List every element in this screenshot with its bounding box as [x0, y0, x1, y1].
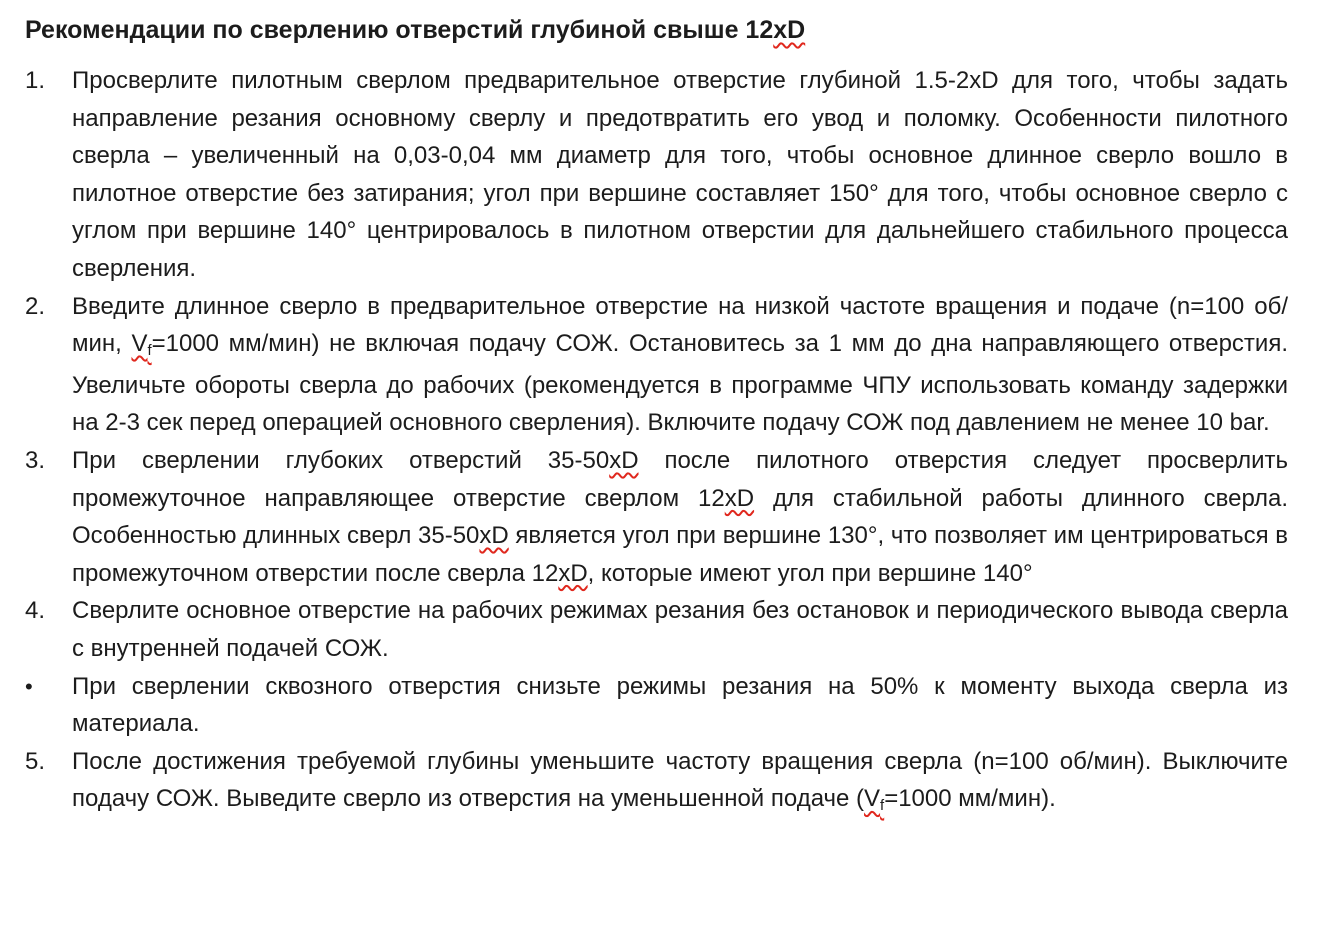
- list-item-number: 5.: [25, 747, 46, 775]
- list-item-text: После достижения требуемой глубины уменьшите частоту вращения сверла (n=100 об/мин). Выключите подачу СОЖ. Выведите сверло из отверстия на уменьшенной подаче (Vf=1000 мм/мин).: [72, 747, 1288, 814]
- spellcheck-flagged-text: f: [880, 797, 885, 814]
- spellcheck-flagged-text: V: [131, 330, 148, 358]
- spellcheck-flagged-text: f: [147, 342, 152, 359]
- list-item-number: 4.: [25, 597, 46, 625]
- list-item: [25, 592, 1288, 667]
- list-item: [25, 62, 1288, 288]
- list-item-number: 2.: [25, 292, 46, 320]
- list-item-text: Введите длинное сверло в предварительное отверстие на низкой частоте вращения и подаче (n=100 об/мин, Vf=1000 мм/мин) не включая подачу СОЖ. Остановитесь за 1 мм до дна направляющего отверстия. Увеличьте обороты сверла до рабочих (рекомендуется в программе ЧПУ использовать команду задержки на 2-3 сек перед операцией основного сверления). Включите подачу СОЖ под давлением не менее 10 bar.: [72, 292, 1288, 437]
- spellcheck-flagged-text: xD: [724, 484, 755, 512]
- list-item: [25, 743, 1288, 822]
- recommendations-list: [25, 62, 1288, 822]
- list-item: [25, 442, 1288, 592]
- list-item-number: 3.: [25, 446, 46, 474]
- list-item-number: 1.: [25, 67, 46, 94]
- spellcheck-flagged-text: xD: [773, 16, 806, 44]
- spellcheck-flagged-text: xD: [479, 522, 509, 550]
- spellcheck-flagged-text: V: [864, 785, 881, 813]
- list-item-text: Сверлите основное отверстие на рабочих режимах резания без остановок и периодического вывода сверла с внутренней подачей СОЖ.: [72, 597, 1288, 662]
- list-item-text: При сверлении сквозного отверстия снизьте режимы резания на 50% к моменту выхода сверла из материала.: [72, 672, 1288, 738]
- page-title: Рекомендации по сверлению отверстий глубиной свыше 12xD: [25, 16, 806, 44]
- spellcheck-flagged-text: xD: [558, 559, 588, 587]
- list-item: [25, 668, 1288, 743]
- list-item-bullet: •: [25, 673, 33, 699]
- list-item-text: Просверлите пилотным сверлом предварительное отверстие глубиной 1.5-2xD для того, чтобы задать направление резания основному сверлу и предотвратить его увод и поломку. Особенности пилотного сверла – увеличенный на 0,03-0,04 мм диаметр для того, чтобы основное длинное сверло вошло в пилотное отверстие без затирания; угол при вершине составляет 150° для того, чтобы основное сверло с углом при вершине 140° центрировалось в пилотном отверстии для дальнейшего стабильного процесса сверления.: [72, 67, 1288, 282]
- list-item-text: При сверлении глубоких отверстий 35-50xD после пилотного отверстия следует просверлить промежуточное направляющее отверстие сверлом 12xD для стабильной работы длинного сверла. Особенностью длинных сверл 35-50xD является угол при вершине 130°, что позволяет им центрироваться в промежуточном отверстии после сверла 12xD, которые имеют угол при вершине 140°: [72, 446, 1288, 587]
- list-item: [25, 288, 1288, 442]
- spellcheck-flagged-text: xD: [609, 446, 639, 474]
